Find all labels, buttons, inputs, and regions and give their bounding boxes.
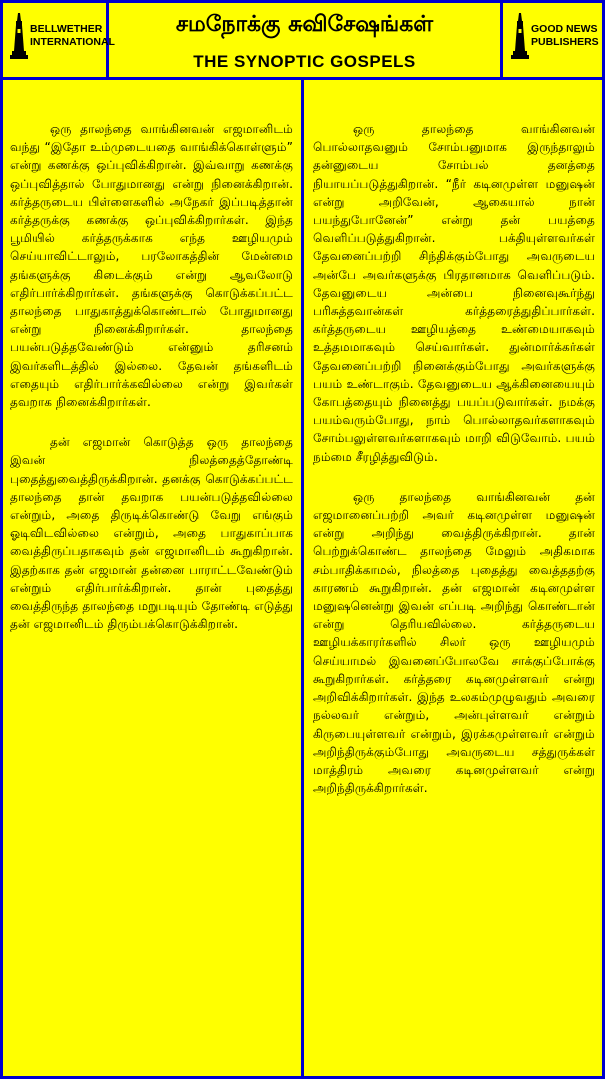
page-title-english: THE SYNOPTIC GOSPELS	[193, 52, 416, 71]
column-divider	[301, 80, 304, 1076]
paragraph: தன் எஜமான் கொடுத்த ஒரு தாலந்தை இவன் நிலத்தைத்தோண்டி புதைத்துவைத்திருக்கிறான். தனக்கு கொடுக்கப்பட்ட தாலந்தை தான் தவறாக பயன்படுத்தவில்லை என்றும், அதை திருடிக்கொண்டு வேறு எங்கும் ஓடிவிடவில்லை என்றும், அதை பாதுகாப்பாக வைத்திருப்பதாகவும் தன் எஜமானிடம் கூறுகிறான். இதற்காக தன் எஜமான் தன்னை பாராட்டவேண்டும் என்றும் எதிர்பார்க்கிறான். தான் புதைத்து வைத்திருந்த தாலந்தை மறுபடியும் தோண்டி எடுத்து தன் எஜமானிடம் திரும்பக்கொடுக்கிறான்.	[10, 435, 293, 632]
logo-bellwether-line1: BELLWETHER	[30, 23, 103, 35]
tower-icon	[10, 13, 28, 61]
paragraph: ஒரு தாலந்தை வாங்கினவன் பொல்லாதவனும் சோம்பனுமாக இருந்தாலும் தன்னுடைய சோம்பல் தனத்தை நியாயப்படுத்துகிறான். “நீர் கடினமுள்ள மனுஷன் என்று அறிவேன், ஆகையால் நான் பயந்துபோனேன்” என்று தன் பயத்தை வெளிப்படுத்துகிறான். பக்தியுள்ளவர்கள் தேவனைப்பற்றி சிந்திக்கும்போது அவருடைய அன்பே அவர்களுக்கு பிரதானமாக வெளிப்படும். தேவனுடைய அன்பை நினைவுகூர்ந்து பரிசுத்தவான்கள் கர்த்தரைத்துதிப்பார்கள். கர்த்தருடைய ஊழியத்தை உண்மையாகவும் உத்தமமாகவும் செய்வார்கள். துன்மார்க்கர்கள் தேவனைப்பற்றி நினைக்கும்போது அவர்களுக்கு பயம் உண்டாகும். தேவனுடைய ஆக்கினையையும் கோபத்தையும் நினைத்து பயப்படுவார்கள். நமக்கு பயம்வரும்போது, நாம் பொல்லாதவர்களாகவும் சோம்பலுள்ளவர்களாகவும் மாறி விடுவோம். பயம் நம்மை சீரழித்துவிடும்.	[313, 122, 595, 464]
logo-good-news-text	[531, 23, 599, 49]
paragraph: ஒரு தாலந்தை வாங்கினவன் எஜமானிடம் வந்து “இதோ உம்முடையதை வாங்கிக்கொள்ளும்” என்று கணக்கு ஒப்புவிக்கிறான். இவ்வாறு கணக்கு ஒப்புவித்தால் போதுமானது என்று நினைக்கிறான். கர்த்தருடைய பிள்ளைகளில் அநேகர் இப்படித்தான் கர்த்தருக்கு கணக்கு ஒப்புவிக்கிறார்கள். இந்த பூமியில் கர்த்தருக்காக எந்த ஊழியமும் செய்யாவிட்டாலும், பரலோகத்தின் மேன்மை தங்களுக்கு கிடைக்கும் என்று ஆவலோடு எதிர்பார்க்கிறார்கள். தங்களுக்கு கொடுக்கப்பட்ட தாலந்தை பாதுகாத்துக்கொண்டால் போதுமானது என்று நினைக்கிறார்கள். தாலந்தை பயன்படுத்தவேண்டும் என்னும் தரிசனம் இவர்களிடத்தில் இல்லை. தேவன் தங்களிடம் எதையும் எதிர்பார்க்கவில்லை என்று இவர்கள் தவறாக நினைக்கிறார்கள்.	[10, 122, 293, 410]
right-column	[313, 120, 595, 819]
logo-bellwether-line2: INTERNATIONAL	[30, 36, 115, 48]
left-column	[10, 120, 293, 655]
page-title-tamil: சமநோக்கு சுவிசேஷங்கள்	[175, 12, 434, 37]
content-area	[0, 80, 605, 1079]
logo-good-news-line1: GOOD NEWS	[531, 23, 598, 35]
logo-good-news	[500, 3, 602, 77]
header	[0, 0, 605, 80]
logo-good-news-line2: PUBLISHERS	[531, 36, 599, 48]
paragraph: ஒரு தாலந்தை வாங்கினவன் தன் எஜமானைப்பற்றி அவர் கடினமுள்ள மனுஷன் என்று அறிந்து வைத்திருக்கிறான். தான் பெற்றுக்கொண்ட தாலந்தை மேலும் அதிகமாக சம்பாதிக்காமல், நிலத்தை புதைத்து வைத்ததற்கு காரணம் கூறுகிறான். தன் எஜமான் கடினமுள்ள மனுஷனென்று இவன் எப்படி அறிந்து கொண்டான் என்று தெரியவில்லை. கர்த்தருடைய ஊழியக்காரர்களில் சிலர் ஒரு ஊழியமும் செய்யாமல் இவனைப்போலவே சாக்குப்போக்கு கூறுகிறார்கள். கர்த்தரை கடினமுள்ளவர் என்று அறிவிக்கிறார்கள். இந்த உலகம்முழுவதும் அவரை நல்லவர் என்றும், அன்புள்ளவர் என்றும் கிருபையுள்ளவர் என்றும், இரக்கமுள்ளவர் என்றும் அறிந்திருக்கும்போது அவருடைய சத்துருக்கள் மாத்திரம் அவரை கடினமுள்ளவர் என்று அறிந்திருக்கிறார்கள்.	[313, 489, 595, 796]
logo-bellwether-text	[30, 23, 115, 49]
tower-icon	[511, 13, 529, 61]
logo-bellwether	[3, 3, 115, 77]
